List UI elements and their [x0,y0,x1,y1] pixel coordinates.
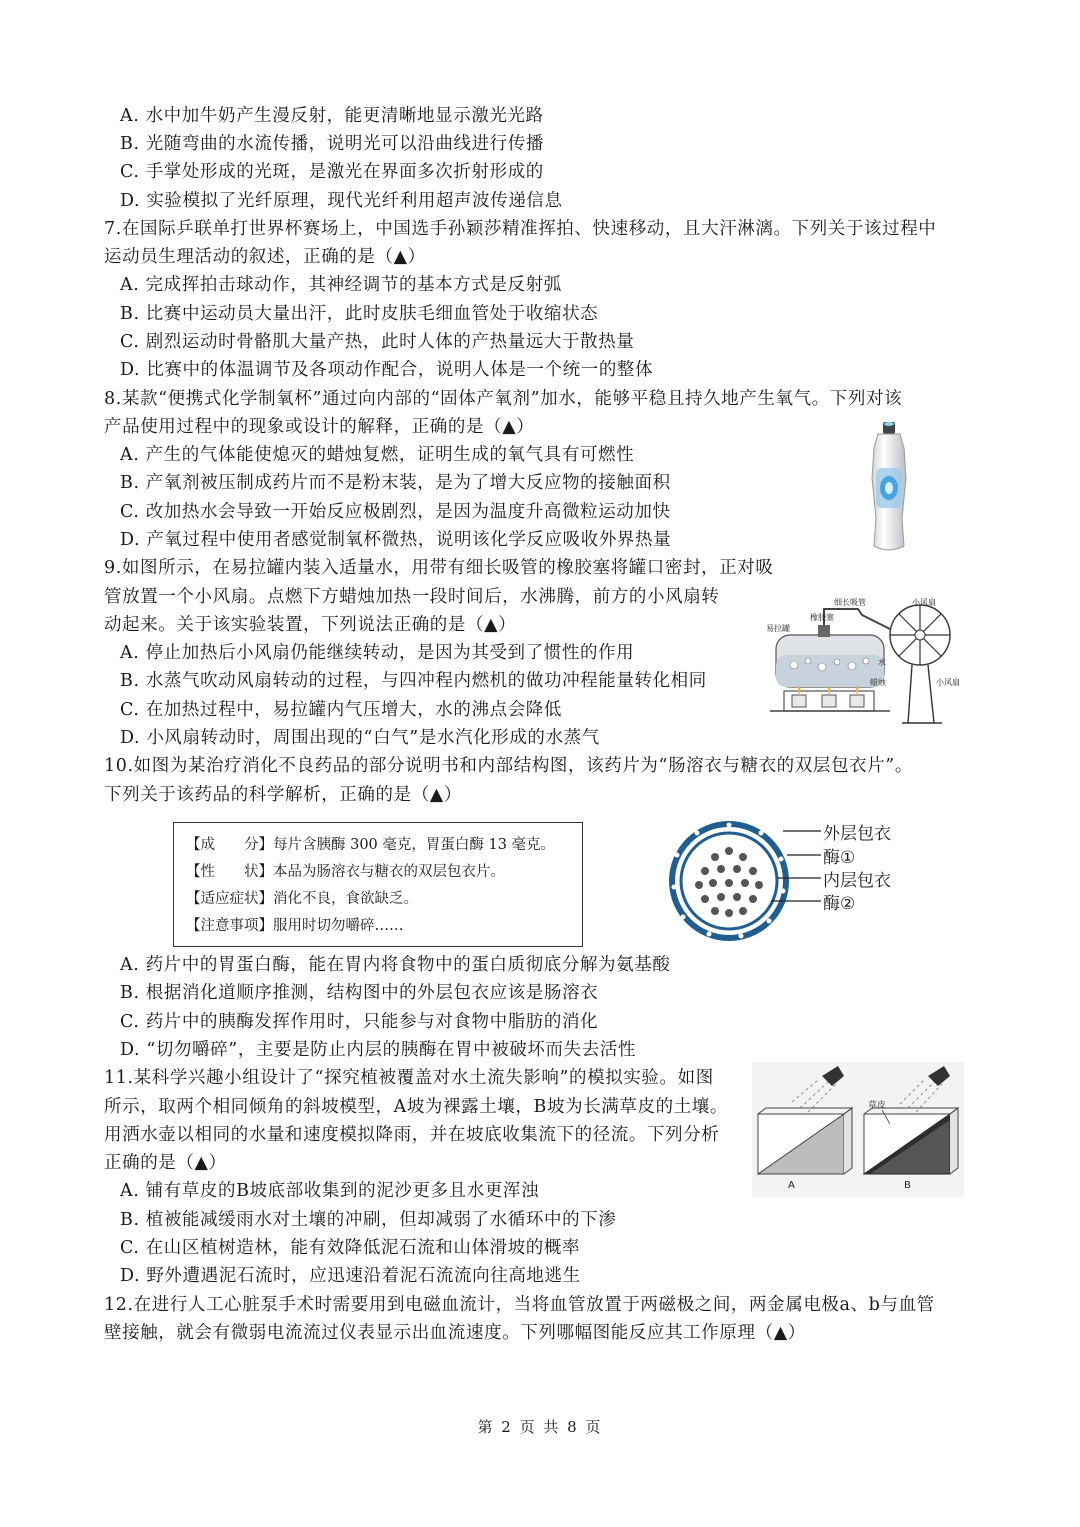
oxygen-cup-figure [858,418,920,556]
q10-option-d: D. “切勿嚼碎”，主要是防止内层的胰酶在胃中被破坏而失去活性 [120,1040,637,1060]
q9-option-d: D. 小风扇转动时，周围出现的“白气”是水汽化形成的水蒸气 [120,728,600,748]
label-grass: 草皮 [868,1101,887,1111]
q7-option-b: B. 比赛中运动员大量出汗，此时皮肤毛细血管处于收缩状态 [120,304,599,324]
q6-option-d: D. 实验模拟了光纤原理，现代光纤利用超声波传递信息 [120,191,563,211]
label-outer-coating: 外层包衣 [823,824,891,844]
instructions-ingredients: 【成 分】每片含胰酶 300 毫克，胃蛋白酶 13 毫克。 [186,837,556,853]
q8-stem-line1: 8.某款“便携式化学制氧杯”通过向内部的“固体产氧剂”加水，能够平稳且持久地产生氧气。下列对该 [104,389,903,409]
slope-experiment-figure [752,1062,964,1197]
q12-stem-line2: 壁接触，就会有微弱电流流过仪表显示出血流速度。下列哪幅图能反应其工作原理（▲） [104,1323,806,1343]
drug-instructions-box [173,822,583,947]
q7-stem-line1: 7.在国际乒联单打世界杯赛场上，中国选手孙颖莎精准挥拍、快速移动，且大汗淋漓。下列关于该过程中 [104,219,937,239]
label-slope-b: B [904,1180,911,1191]
label-tube: 细长吸管 [834,598,866,607]
label-inner-coating: 内层包衣 [823,871,891,891]
q6-option-b: B. 光随弯曲的水流传播，说明光可以沿曲线进行传播 [120,134,544,154]
q9-option-b: B. 水蒸气吹动风扇转动的过程，与四冲程内燃机的做功冲程能量转化相同 [120,671,707,691]
q7-stem-line2: 运动员生理活动的叙述，正确的是（▲） [104,247,426,267]
q11-option-a: A. 铺有草皮的B坡底部收集到的泥沙更多且水更浑浊 [120,1181,540,1201]
q10-option-a: A. 药片中的胃蛋白酶，能在胃内将食物中的蛋白质彻底分解为氨基酸 [120,955,671,975]
q8-option-b: B. 产氧剂被压制成药片而不是粉末装，是为了增大反应物的接触面积 [120,473,671,493]
q10-stem-line2: 下列关于该药品的科学解析，正确的是（▲） [104,785,462,805]
q6-option-c: C. 手掌处形成的光斑，是激光在界面多次折射形成的 [120,162,544,182]
q8-option-d: D. 产氧过程中使用者感觉制氧杯微热，说明该化学反应吸收外界热量 [120,530,672,550]
q11-stem-line1: 11.某科学兴趣小组设计了“探究植被覆盖对水土流失影响”的模拟实验。如图 [104,1068,714,1088]
q12-stem-line1: 12.在进行人工心脏泵手术时需要用到电磁血流计，当将血管放置于两磁极之间，两金属电极a、b与血管 [104,1295,935,1315]
q11-option-c: C. 在山区植树造林，能有效降低泥石流和山体滑坡的概率 [120,1238,581,1258]
q7-option-c: C. 剧烈运动时骨骼肌大量产热，此时人体的产热量远大于散热量 [120,332,635,352]
label-fan-bottom: 小风扇 [936,678,960,687]
q7-option-a: A. 完成挥拍击球动作，其神经调节的基本方式是反射弧 [120,275,562,295]
instructions-indications: 【适应症状】消化不良，食欲缺乏。 [186,891,418,907]
q11-stem-line3: 用洒水壶以相同的水量和速度模拟降雨，并在坡底收集流下的径流。下列分析 [104,1125,720,1145]
steam-fan-figure [762,595,972,735]
label-enzyme-1: 酶① [823,848,856,868]
q9-option-a: A. 停止加热后小风扇仍能继续转动，是因为其受到了惯性的作用 [120,643,635,663]
q11-stem-line2: 所示，取两个相同倾角的斜坡模型，A坡为裸露土壤，B坡为长满草皮的土壤。 [104,1097,728,1117]
instructions-appearance: 【性 状】本品为肠溶衣与糖衣的双层包衣片。 [186,864,505,880]
q11-stem-line4: 正确的是（▲） [104,1153,227,1173]
instructions-precautions: 【注意事项】服用时切勿嚼碎…… [186,918,404,934]
page-footer: 第 2 页 共 8 页 [477,1418,603,1436]
label-slope-a: A [788,1180,795,1191]
label-water: 水 [878,658,886,667]
label-fan-top: 小风扇 [912,598,936,607]
q8-option-a: A. 产生的气体能使熄灭的蜡烛复燃，证明生成的氧气具有可燃性 [120,445,635,465]
q9-stem-line2: 管放置一个小风扇。点燃下方蜡烛加热一段时间后，水沸腾，前方的小风扇转 [104,587,720,607]
q10-stem-line1: 10.如图为某治疗消化不良药品的部分说明书和内部结构图，该药片为“肠溶衣与糖衣的双层包衣片”。 [104,756,913,776]
q10-option-b: B. 根据消化道顺序推测，结构图中的外层包衣应该是肠溶衣 [120,983,599,1003]
q11-option-b: B. 植被能减缓雨水对土壤的冲刷，但却减弱了水循环中的下渗 [120,1210,617,1230]
pill-structure-figure [655,815,900,950]
q9-stem-line1: 9.如图所示，在易拉罐内装入适量水，用带有细长吸管的橡胶塞将罐口密封，正对吸 [104,558,774,578]
label-stopper: 橡胶塞 [810,613,834,622]
label-candle: 蜡烛 [870,678,886,687]
label-can: 易拉罐 [766,624,790,633]
q11-option-d: D. 野外遭遇泥石流时，应迅速沿着泥石流流向往高地逃生 [120,1266,581,1286]
label-enzyme-2: 酶② [823,894,856,914]
q8-stem-line2: 产品使用过程中的现象或设计的解释，正确的是（▲） [104,417,535,437]
q6-option-a: A. 水中加牛奶产生漫反射，能更清晰地显示激光光路 [120,106,544,126]
q10-option-c: C. 药片中的胰酶发挥作用时，只能参与对食物中脂肪的消化 [120,1012,599,1032]
q8-option-c: C. 改加热水会导致一开始反应极剧烈，是因为温度升高微粒运动加快 [120,502,671,522]
q9-stem-line3: 动起来。关于该实验装置，下列说法正确的是（▲） [104,615,517,635]
q9-option-c: C. 在加热过程中，易拉罐内气压增大，水的沸点会降低 [120,700,562,720]
q7-option-d: D. 比赛中的体温调节及各项动作配合，说明人体是一个统一的整体 [120,360,654,380]
